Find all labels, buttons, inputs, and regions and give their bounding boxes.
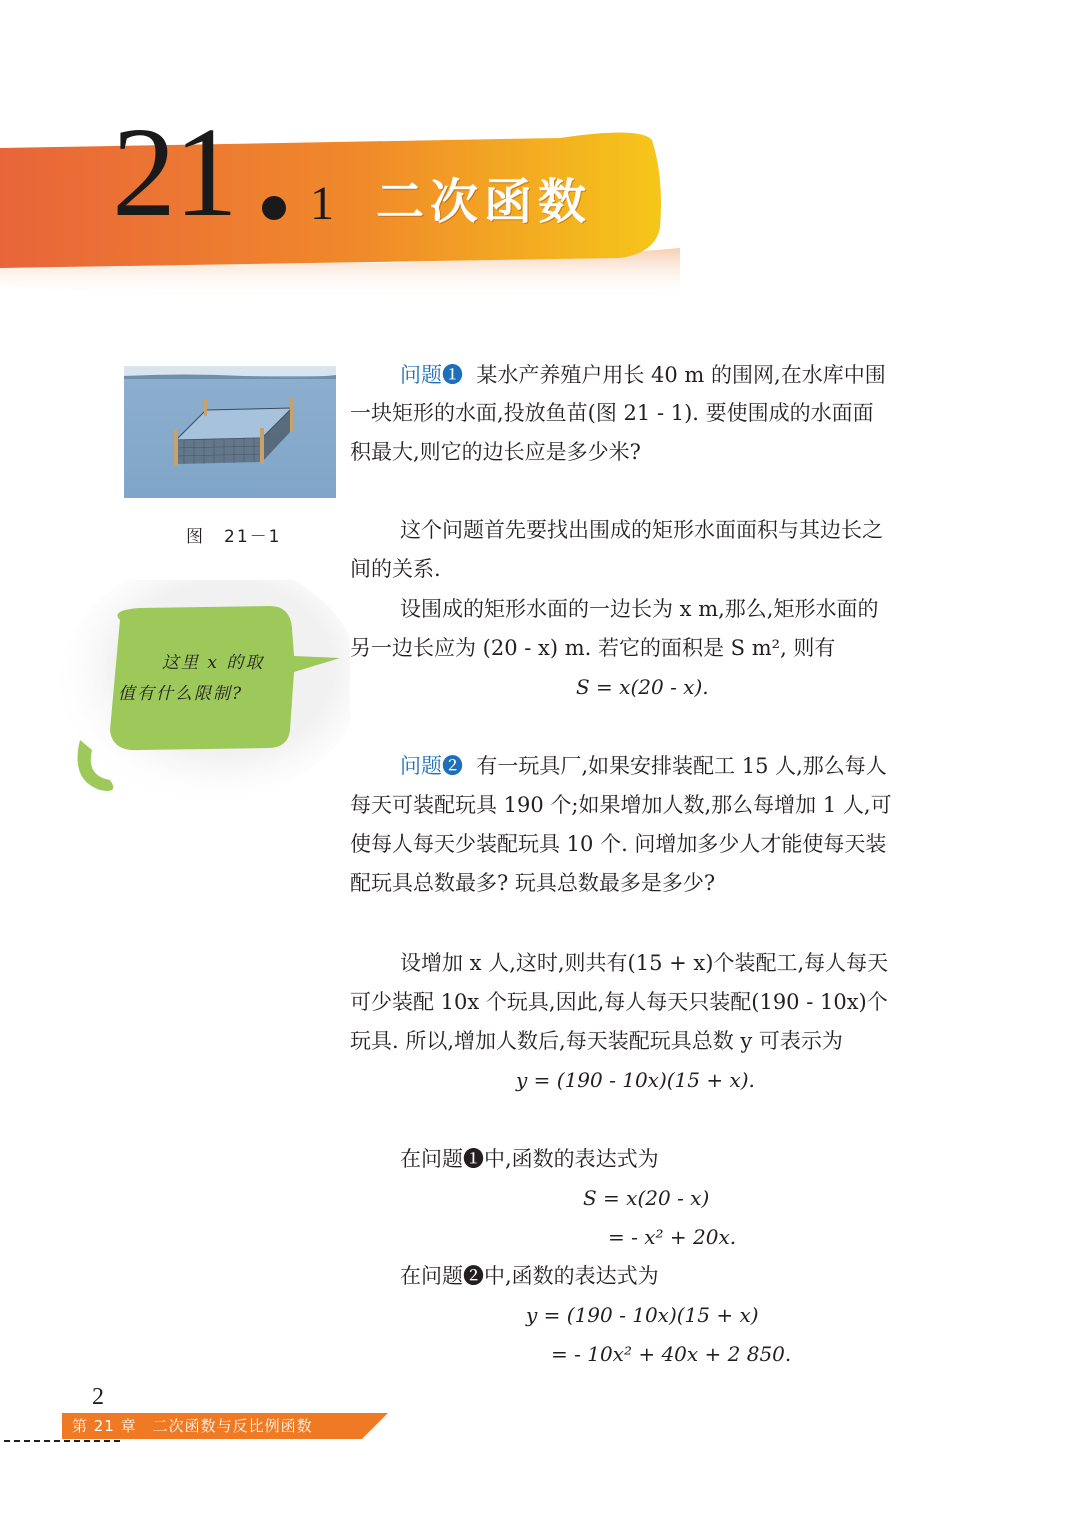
problem1-label: 问题❶ bbox=[400, 363, 463, 387]
figure-caption: 图 21－1 bbox=[186, 527, 282, 547]
bubble-text bbox=[118, 648, 278, 710]
analysis1-line2: 间的关系. bbox=[350, 557, 441, 581]
analysis1-line1: 这个问题首先要找出围成的矩形水面面积与其边长之 bbox=[400, 518, 883, 542]
summary-formula2a: y = (190 - 10x)(15 + x) bbox=[526, 1303, 759, 1327]
problem2-line1: 有一玩具厂,如果安排装配工 15 人,那么每人 bbox=[476, 754, 887, 778]
analysis1-line4: 另一边长应为 (20 - x) m. 若它的面积是 S m², 则有 bbox=[350, 636, 836, 660]
problem2-line4: 配玩具总数最多? 玩具总数最多是多少? bbox=[350, 871, 716, 895]
formula-toys: y = (190 - 10x)(15 + x). bbox=[516, 1068, 755, 1092]
summary-intro2: 在问题❷中,函数的表达式为 bbox=[400, 1264, 659, 1288]
analysis1-line3: 设围成的矩形水面的一边长为 x m,那么,矩形水面的 bbox=[400, 597, 879, 621]
analysis2-line1: 设增加 x 人,这时,则共有(15 + x)个装配工,每人每天 bbox=[400, 951, 889, 975]
problem2-label: 问题❷ bbox=[400, 754, 463, 778]
footer-dashes bbox=[4, 1440, 120, 1442]
section-subnumber: 1 bbox=[310, 177, 334, 230]
formula-area: S = x(20 - x). bbox=[576, 675, 709, 699]
problem1-first-line bbox=[400, 356, 886, 394]
problem2-line2: 每天可装配玩具 190 个;如果增加人数,那么每增加 1 人,可 bbox=[350, 793, 892, 817]
problem2-line3: 使每人每天少装配玩具 10 个. 问增加多少人才能使每天装 bbox=[350, 832, 887, 856]
section-dot bbox=[262, 196, 286, 220]
analysis2-line2: 可少装配 10x 个玩具,因此,每人每天只装配(190 - 10x)个 bbox=[350, 990, 888, 1014]
bubble-line-1: 这里 x 的取 bbox=[162, 653, 265, 673]
chapter-label: 第 21 章 二次函数与反比例函数 bbox=[72, 1417, 313, 1435]
problem1-line1: 某水产养殖户用长 40 m 的围网,在水库中围 bbox=[476, 363, 886, 387]
problem1-line2: 一块矩形的水面,投放鱼苗(图 21 - 1). 要使围成的水面面 bbox=[350, 401, 874, 425]
summary-formula2b: = - 10x² + 40x + 2 850. bbox=[551, 1342, 792, 1366]
bubble-line-2: 值有什么限制? bbox=[118, 684, 244, 704]
problem2-first-line bbox=[400, 747, 887, 785]
analysis2-line3: 玩具. 所以,增加人数后,每天装配玩具总数 y 可表示为 bbox=[350, 1029, 843, 1053]
summary-formula1a: S = x(20 - x) bbox=[583, 1186, 710, 1210]
section-number: 21 bbox=[112, 101, 236, 243]
problem1-line3: 积最大,则它的边长应是多少米? bbox=[350, 440, 641, 464]
section-title: 二次函数 bbox=[376, 174, 593, 230]
summary-formula1b: = - x² + 20x. bbox=[608, 1225, 737, 1249]
fish-pen-photo-icon bbox=[124, 366, 336, 498]
page-number: 2 bbox=[92, 1384, 104, 1410]
summary-intro1: 在问题❶中,函数的表达式为 bbox=[400, 1147, 659, 1171]
